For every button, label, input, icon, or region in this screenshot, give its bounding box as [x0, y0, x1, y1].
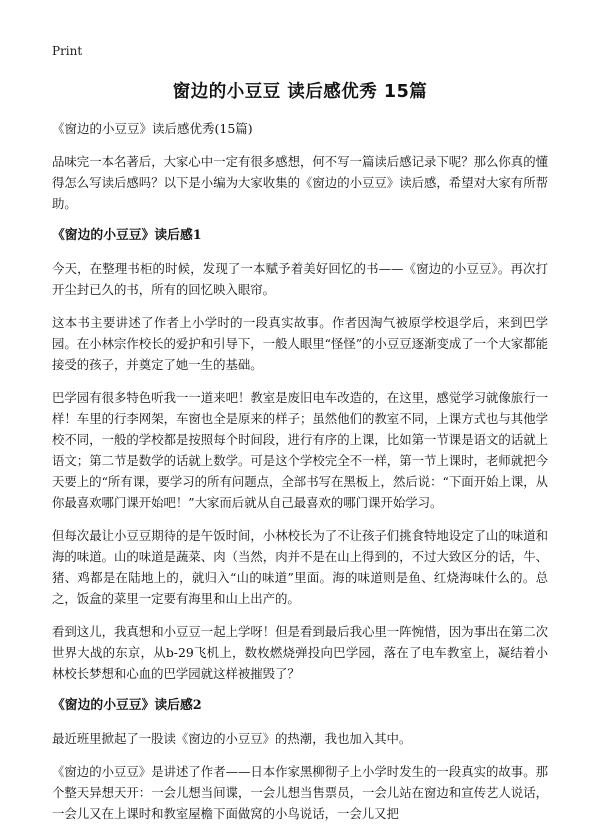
paragraph: 但每次最让小豆豆期待的是午饭时间，小林校长为了不让孩子们挑食特地设定了山的味道和海的味道。山的味道是蔬菜、肉（当然，肉并不是在山上得到的，不过大致区分的话，牛、猪、鸡都是在陆地上的，就归入“山的味道”里面。海的味道则是鱼、红烧海味什么的。总之，饭盒的菜里一定要有海里和山上出产的。 — [52, 528, 548, 606]
paragraph: 这本书主要讲述了作者上小学时的一段真实故事。作者因淘气被原学校退学后，来到巴学园。在小林宗作校长的爱护和引导下，一般人眼里“怪怪”的小豆豆逐渐变成了一个大家都能接受的孩子，并奠定了她一生的基础。 — [52, 315, 548, 372]
paragraph: 看到这儿，我真想和小豆豆一起上学呀！但是看到最后我心里一阵惋惜，因为事出在第二次世界大战的东京，从b-29飞机上，数枚燃烧弹投向巴学园，落在了电车教室上，凝结着小林校长梦想和心血的巴学园就这样被摧毁了？ — [52, 624, 548, 681]
section-heading: 《窗边的小豆豆》读后感1 — [52, 228, 202, 243]
paragraph: 《窗边的小豆豆》是讲述了作者——日本作家黑柳彻子上小学时发生的一段真实的故事。那个整天异想天开：一会儿想当间谍，一会儿想当售票员，一会儿站在窗边和宣传艺人说话，一会儿又在上课时和教室屋檐下面做窝的小鸟说话，一会儿又把 — [52, 764, 548, 821]
print-link[interactable]: Print — [52, 44, 83, 58]
page-title: 窗边的小豆豆 读后感优秀 15篇 — [172, 82, 428, 102]
intro-paragraph: 品味完一本名著后，大家心中一定有很多感想，何不写一篇读后感记录下呢？那么你真的懂得怎么写读后感吗？以下是小编为大家收集的《窗边的小豆豆》读后感，希望对大家有所帮助。 — [52, 154, 548, 211]
section-heading: 《窗边的小豆豆》读后感2 — [52, 698, 202, 713]
paragraph: 巴学园有很多特色听我一一道来吧！教室是废旧电车改造的，在这里，感觉学习就像旅行一样！车里的行李网架，车窗也全是原来的样子；虽然他们的教室不同，上课方式也与其他学校不同，一般的学校都是按照每个时间段，进行有序的上课，比如第一节课是语文的话就上语文；第二节是数学的话就上数学。可是这个学校完全不一样，第一节上课时，老师就把今天要上的“所有课，要学习的所有问题点，全部书写在黑板上，然后说：“下面开始上课，从你最喜欢哪门课开始吧！”大家而后就从自己最喜欢的哪门课开始学习。 — [52, 390, 548, 510]
article-subtitle: 《窗边的小豆豆》读后感优秀(15篇) — [52, 121, 253, 136]
article-body — [52, 119, 548, 836]
paragraph: 今天，在整理书柜的时候，发现了一本赋予着美好回忆的书——《窗边的小豆豆》。再次打开尘封已久的书，所有的回忆映入眼帘。 — [52, 261, 548, 297]
paragraph: 最近班里掀起了一股读《窗边的小豆豆》的热潮，我也加入其中。 — [52, 731, 412, 746]
